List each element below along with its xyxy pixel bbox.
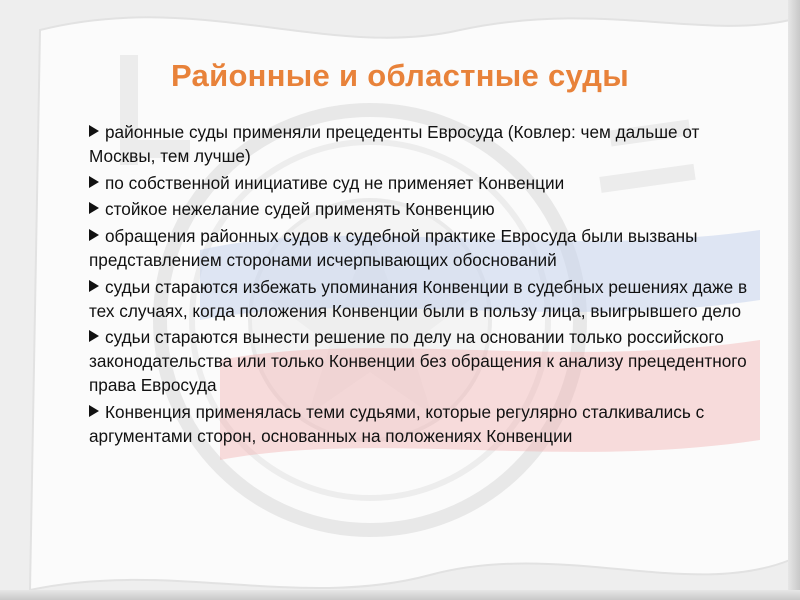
bullet-text: по собственной инициативе суд не применяет Конвенции [105, 172, 565, 193]
slide-frame-right-edge [788, 0, 800, 600]
arrowhead-bullet-icon [89, 202, 99, 214]
slide-title: Районные и областные суды [170, 58, 630, 93]
bullet-text: обращения районных судов к судебной практике Евросуда были вызваны представлением сторонами исчерпывающих обоснований [89, 226, 698, 270]
arrowhead-bullet-icon [89, 330, 99, 342]
list-item [89, 326, 769, 397]
list-item [89, 198, 769, 222]
bullet-text: судьи стараются избежать упоминания Конвенции в судебных решениях даже в тех случаях, когда положения Конвенции были в пользу лица, выигрывшего дело [89, 276, 748, 321]
bullet-text: стойкое нежелание судей применять Конвенцию [105, 199, 495, 220]
bullet-text: районные суды применяли прецеденты Евросуда (Ковлер: чем дальше от Москвы, тем лучше) [89, 122, 700, 166]
arrowhead-bullet-icon [89, 176, 99, 188]
bullet-text: судьи стараются вынести решение по делу на основании только российского законодательства или только Конвенции без обращения к анализу прецедентного права Евросуда [89, 327, 747, 395]
bullet-text: Конвенция применялась теми судьями, которые регулярно сталкивались с аргументами сторон, основанных на положениях Конвенции [89, 401, 705, 446]
list-item [89, 276, 769, 324]
arrowhead-bullet-icon [89, 405, 99, 417]
list-item [89, 121, 769, 169]
slide-frame-bottom-edge [0, 590, 800, 600]
bullet-list [89, 121, 769, 451]
list-item [89, 172, 769, 196]
arrowhead-bullet-icon [89, 125, 99, 137]
list-item [89, 401, 769, 449]
list-item [89, 225, 769, 273]
arrowhead-bullet-icon [89, 280, 99, 292]
arrowhead-bullet-icon [89, 229, 99, 241]
